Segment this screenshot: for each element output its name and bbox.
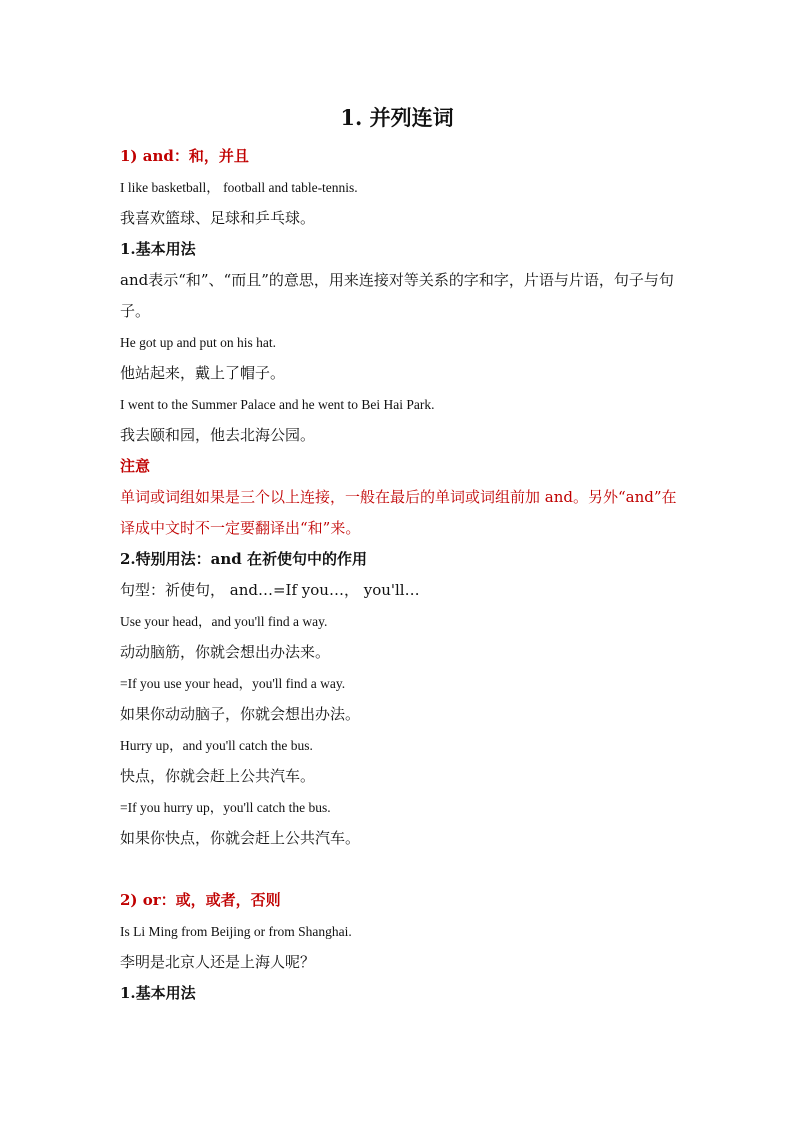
blank-line [120,854,680,885]
page-title: 1. 并列连词 [340,105,454,130]
paragraph-line: 李明是北京人还是上海人呢？ [120,953,316,971]
paragraph-line: He got up and put on his hat. [120,335,276,350]
section-heading: 1.基本用法 [120,984,196,1002]
paragraph-line: 单词或词组如果是三个以上连接，一般在最后的单词或词组前加 and。另外“and”在译成中文时不一定要翻译出“和”来。 [120,488,677,537]
paragraph-line: 句型：祈使句， and…=If you…， you'll… [120,581,420,599]
paragraph-line: =If you hurry up，you'll catch the bus. [120,800,331,815]
section-heading: 1.基本用法 [120,240,196,258]
paragraph-line: Is Li Ming from Beijing or from Shanghai. [120,924,352,939]
document-body [120,141,680,1009]
paragraph-line: 如果你快点，你就会赶上公共汽车。 [120,829,361,847]
paragraph-line: Hurry up，and you'll catch the bus. [120,738,313,753]
section-heading: 2.特别用法：and 在祈使句中的作用 [120,550,367,568]
paragraph-line: =If you use your head，you'll find a way. [120,676,346,691]
paragraph-line: 快点，你就会赶上公共汽车。 [120,767,316,785]
section-heading: 2) or：或，或者，否则 [120,891,281,909]
paragraph-line: and表示“和”、“而且”的意思，用来连接对等关系的字和字，片语与片语，句子与句子。 [120,271,674,320]
paragraph-line: 我喜欢篮球、足球和乒乓球。 [120,209,316,227]
paragraph-line: 他站起来，戴上了帽子。 [120,364,286,382]
paragraph-line: 动动脑筋，你就会想出办法来。 [120,643,331,661]
paragraph-line: Use your head，and you'll find a way. [120,614,328,629]
paragraph-line: I went to the Summer Palace and he went to Bei Hai Park. [120,397,435,412]
paragraph-line: I like basketball， football and table-tennis. [120,180,358,195]
paragraph-line: 如果你动动脑子，你就会想出办法。 [120,705,361,723]
section-heading: 1) and：和，并且 [120,147,249,165]
section-heading: 注意 [120,457,151,475]
paragraph-line: 我去颐和园，他去北海公园。 [120,426,316,444]
